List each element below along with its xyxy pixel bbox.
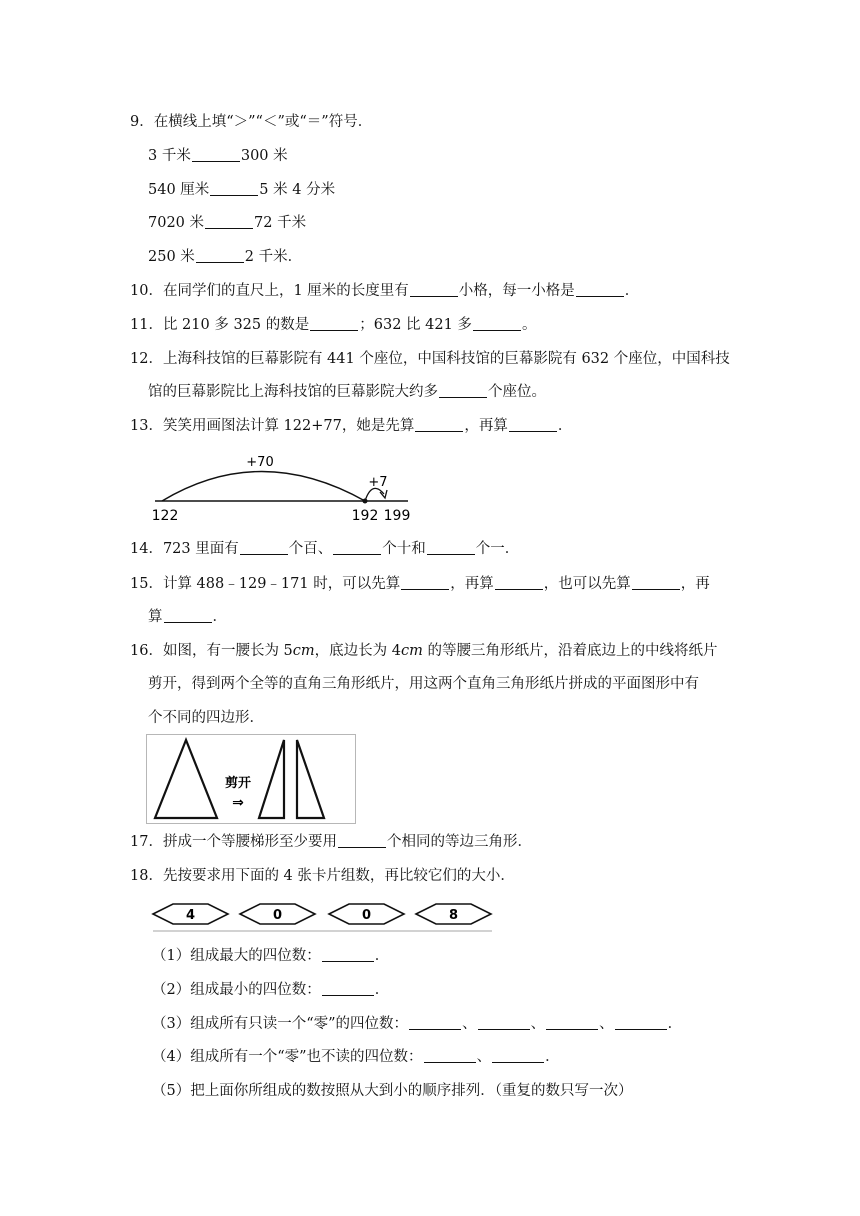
answer-blank[interactable] xyxy=(205,214,253,229)
answer-blank[interactable] xyxy=(615,1015,667,1030)
question-text: （5）把上面你所组成的数按照从大到小的顺序排列．（重复的数只写一次） xyxy=(152,1083,633,1099)
question-text: 个百、 xyxy=(288,541,333,557)
card-digit: 0 xyxy=(361,908,372,923)
separator: 、 xyxy=(530,1016,546,1032)
question-16-cont xyxy=(148,708,264,728)
answer-blank[interactable] xyxy=(210,181,258,196)
answer-blank[interactable] xyxy=(439,383,487,398)
answer-blank[interactable] xyxy=(401,575,449,590)
unit-text: cm xyxy=(401,643,423,659)
jump-arc-small xyxy=(365,488,384,501)
answer-blank[interactable] xyxy=(478,1015,530,1030)
question-text: 在横线上填“＞”“＜”或“＝”符号． xyxy=(153,114,373,130)
unit-text: cm xyxy=(292,643,315,659)
question-text: 在同学们的直尺上，1 厘米的长度里有 xyxy=(162,283,409,299)
question-number: 16． xyxy=(130,643,163,659)
jump-label-small: +7 xyxy=(368,475,388,490)
question-text: 个不同的四边形． xyxy=(148,710,264,726)
compare-item xyxy=(148,213,306,233)
question-number: 12． xyxy=(130,351,163,367)
compare-right: 300 米 xyxy=(240,148,288,164)
question-number: 18． xyxy=(130,868,163,884)
card xyxy=(329,904,404,924)
question-text: 比 210 多 325 的数是 xyxy=(162,317,310,333)
question-text: （2）组成最小的四位数： xyxy=(152,982,321,998)
question-12 xyxy=(130,349,730,369)
question-text: ，再 xyxy=(680,576,710,592)
question-text: 个座位。 xyxy=(488,384,546,400)
answer-blank[interactable] xyxy=(546,1015,598,1030)
right-arrow-icon: ⇒ xyxy=(232,795,244,811)
answer-blank[interactable] xyxy=(410,282,458,297)
question-16 xyxy=(130,641,718,661)
question-text: ． xyxy=(557,418,573,434)
answer-blank[interactable] xyxy=(196,248,244,263)
sub-question-2 xyxy=(152,980,389,1000)
question-18 xyxy=(130,866,515,886)
answer-blank[interactable] xyxy=(310,316,358,331)
question-text: ． xyxy=(212,609,227,625)
question-text: 个十和 xyxy=(382,541,426,557)
question-text: 723 里面有 xyxy=(162,541,239,557)
question-number: 9． xyxy=(130,114,154,130)
answer-blank[interactable] xyxy=(632,575,680,590)
answer-blank[interactable] xyxy=(409,1015,461,1030)
question-text: 计算 488﹣129﹣171 时，可以先算 xyxy=(162,576,401,592)
question-text: ，再算 xyxy=(464,418,508,434)
answer-blank[interactable] xyxy=(164,608,212,623)
sub-question-5 xyxy=(152,1081,632,1101)
card xyxy=(240,904,315,924)
answer-blank[interactable] xyxy=(509,417,557,432)
answer-blank[interactable] xyxy=(240,540,288,555)
question-11 xyxy=(130,315,536,335)
sub-question-4 xyxy=(152,1047,560,1067)
separator: 、 xyxy=(599,1016,614,1032)
question-10 xyxy=(130,281,639,301)
question-15-cont xyxy=(148,607,227,627)
question-text: ． xyxy=(374,982,390,998)
question-number: 14． xyxy=(130,541,163,557)
question-number: 15． xyxy=(130,576,163,592)
question-number: 11． xyxy=(130,317,163,333)
question-text: 。 xyxy=(521,317,537,333)
question-text: 个相同的等边三角形． xyxy=(386,834,532,850)
question-text: 先按要求用下面的 4 张卡片组数，再比较它们的大小． xyxy=(162,868,515,884)
question-number: 17． xyxy=(130,834,163,850)
question-text: ，再算 xyxy=(450,576,494,592)
question-text: ． xyxy=(545,1049,560,1065)
compare-item xyxy=(148,247,302,267)
answer-blank[interactable] xyxy=(495,575,543,590)
answer-blank[interactable] xyxy=(576,282,624,297)
question-text: ，底边长为 4 xyxy=(314,643,402,659)
question-text: 拼成一个等腰梯形至少要用 xyxy=(162,834,337,850)
tick-label: 122 xyxy=(151,508,179,524)
card-digit: 0 xyxy=(272,908,283,923)
triangle-cut-figure xyxy=(146,734,356,824)
tick-label: 199 xyxy=(383,508,411,524)
card xyxy=(416,904,491,924)
answer-blank[interactable] xyxy=(333,540,381,555)
tick-label: 192 xyxy=(351,508,379,524)
compare-left: 3 千米 xyxy=(148,148,191,164)
compare-left: 540 厘米 xyxy=(148,182,210,198)
question-text: 的等腰三角形纸片，沿着底边上的中线将纸片 xyxy=(422,643,718,659)
separator: 、 xyxy=(476,1049,492,1065)
question-9 xyxy=(130,112,372,132)
question-number: 10． xyxy=(130,283,163,299)
question-text: ． xyxy=(374,948,390,964)
number-cards xyxy=(148,898,494,934)
question-text: 上海科技馆的巨幕影院有 441 个座位，中国科技馆的巨幕影院有 632 个座位，中国科技 xyxy=(162,351,730,367)
question-14 xyxy=(130,539,519,559)
question-number: 13． xyxy=(130,418,163,434)
compare-right: 2 千米． xyxy=(244,249,303,265)
right-triangle-right-icon xyxy=(297,740,324,818)
question-text: 剪开，得到两个全等的直角三角形纸片，用这两个直角三角形纸片拼成的平面图形中有 xyxy=(148,676,699,692)
answer-blank[interactable] xyxy=(473,316,521,331)
answer-blank[interactable] xyxy=(427,540,475,555)
question-text: ，也可以先算 xyxy=(543,576,631,592)
question-17 xyxy=(130,832,532,852)
compare-right: 72 千米 xyxy=(254,215,307,231)
sub-question-1 xyxy=(152,946,389,966)
isosceles-triangle-icon xyxy=(155,740,217,818)
question-12-cont xyxy=(148,382,546,402)
compare-left: 7020 米 xyxy=(148,215,205,231)
compare-right: 5 米 4 分米 xyxy=(259,182,336,198)
question-text: ． xyxy=(624,283,640,299)
question-text: 笑笑用画图法计算 122+77，她是先算 xyxy=(162,418,415,434)
card-digit: 8 xyxy=(448,908,459,923)
question-text: （4）组成所有一个“零”也不读的四位数： xyxy=(152,1049,423,1065)
question-13 xyxy=(130,416,572,436)
card xyxy=(153,904,228,924)
question-text: ． xyxy=(667,1016,683,1032)
card-digit: 4 xyxy=(185,908,196,923)
question-text: 算 xyxy=(148,609,163,625)
compare-item xyxy=(148,180,335,200)
answer-blank[interactable] xyxy=(322,981,374,996)
jump-arc-large xyxy=(162,472,365,502)
question-text: （3）组成所有只读一个“零”的四位数： xyxy=(152,1016,409,1032)
answer-blank[interactable] xyxy=(424,1048,476,1063)
question-16-cont xyxy=(148,674,699,694)
number-line-diagram xyxy=(150,450,420,525)
jump-label-large: +70 xyxy=(246,455,274,470)
compare-left: 250 米 xyxy=(148,249,195,265)
question-text: 如图，有一腰长为 5 xyxy=(162,643,293,659)
answer-blank[interactable] xyxy=(192,147,240,162)
point-dot xyxy=(363,499,368,504)
question-text: ；632 比 421 多 xyxy=(359,317,472,333)
answer-blank[interactable] xyxy=(322,947,374,962)
question-15 xyxy=(130,574,710,594)
question-text: 馆的巨幕影院比上海科技馆的巨幕影院大约多 xyxy=(148,384,438,400)
question-text: （1）组成最大的四位数： xyxy=(152,948,321,964)
sub-question-3 xyxy=(152,1014,682,1034)
right-triangle-left-icon xyxy=(259,740,284,818)
question-text: 小格，每一小格是 xyxy=(458,283,575,299)
answer-blank[interactable] xyxy=(492,1048,544,1063)
answer-blank[interactable] xyxy=(415,417,463,432)
separator: 、 xyxy=(462,1016,477,1032)
question-text: 个一． xyxy=(475,541,520,557)
answer-blank[interactable] xyxy=(338,833,386,848)
cut-label: 剪开 xyxy=(224,776,252,791)
compare-item xyxy=(148,146,288,166)
